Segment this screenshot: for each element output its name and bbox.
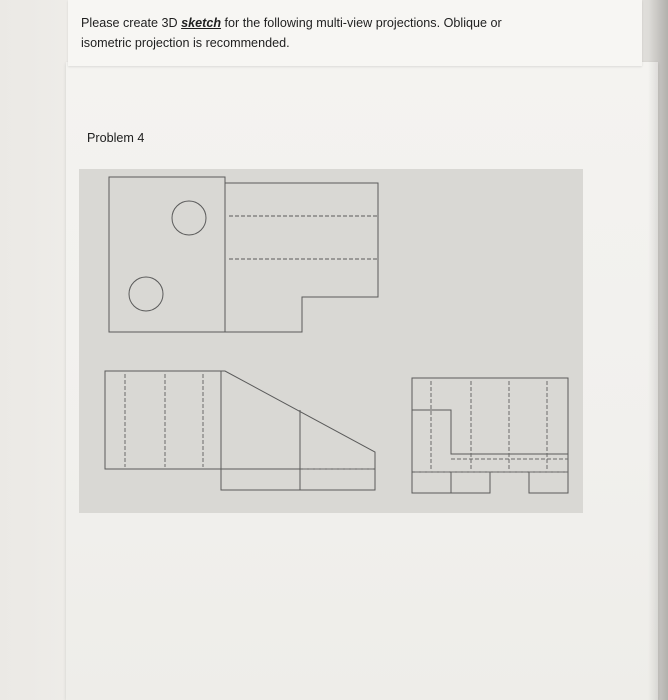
side-view-outline: [412, 378, 568, 472]
front-view: [105, 371, 375, 490]
instruction-line2: isometric projection is recommended.: [81, 36, 290, 50]
top-view-right-block: [225, 183, 378, 332]
side-view-foot: [529, 472, 568, 493]
front-view-foot: [221, 469, 375, 490]
instruction-part2: for the following multi-view projections. Oblique or: [221, 16, 502, 30]
instruction-keyword: sketch: [181, 16, 222, 30]
orthographic-drawing: [79, 169, 583, 513]
top-view-hole: [172, 201, 206, 235]
page-edge-shadow: [648, 0, 668, 700]
front-view-outline: [105, 371, 375, 469]
instruction-text: [81, 13, 621, 53]
top-view-hole: [129, 277, 163, 311]
instruction-part1: Please create 3D: [81, 16, 182, 30]
side-view: [412, 378, 568, 493]
top-view-left-block: [109, 177, 225, 332]
top-view: [109, 177, 378, 332]
problem-label: Problem 4: [87, 131, 145, 145]
drawing-svg: [79, 169, 583, 513]
